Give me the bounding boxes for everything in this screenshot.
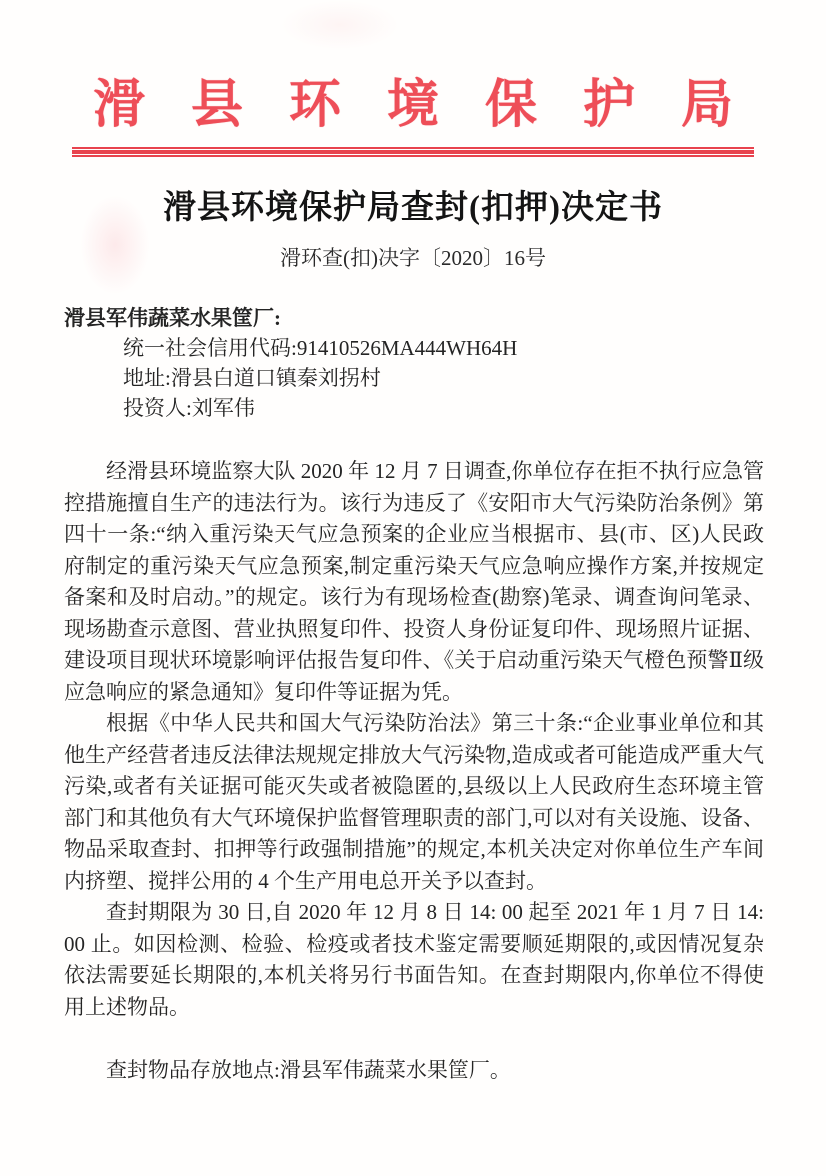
letterhead	[0, 78, 826, 157]
paragraph-violation-findings: 经滑县环境监察大队 2020 年 12 月 7 日调查,你单位存在拒不执行应急管控措施擅自生产的违法行为。该行为违反了《安阳市大气污染防治条例》第四十一条:“纳入重污染天气应急预案的企业应当根据市、县(市、区)人民政府制定的重污染天气应急预案,制定重污染天气应急响应操作方案,并按规定备案和及时启动。”的规定。该行为有现场检查(勘察)笔录、调查询问笔录、现场勘查示意图、营业执照复印件、投资人身份证复印件、现场照片证据、建设项目现状环境影响评估报告复印件、《关于启动重污染天气橙色预警Ⅱ级应急响应的紧急通知》复印件等证据为凭。	[64, 459, 764, 704]
document-title: 滑县环境保护局查封(扣押)决定书	[163, 190, 663, 226]
agency-name: 滑县环境保护局	[92, 77, 779, 134]
storage-location-line: 查封物品存放地点:滑县军伟蔬菜水果筐厂。	[106, 1058, 511, 1082]
unified-social-credit-code-line: 统一社会信用代码:91410526MA444WH64H	[123, 336, 518, 360]
letterhead-rule	[72, 147, 754, 157]
document-body	[64, 303, 764, 1087]
addressee-company-name: 滑县军伟蔬菜水果筐厂:	[64, 306, 281, 330]
scan-smudge	[280, 0, 400, 50]
paragraph-legal-basis-decision: 根据《中华人民共和国大气污染防治法》第三十条:“企业事业单位和其他生产经营者违反法律法规规定排放大气污染物,造成或者可能造成严重大气污染,或者有关证据可能灭失或者被隐匿的,县级以上人民政府生态环境主管部门和其他负有大气环境保护监督管理职责的部门,可以对有关设施、设备、物品采取查封、扣押等行政强制措施”的规定,本机关决定对你单位生产车间内挤塑、搅拌公用的 4 个生产用电总开关予以查封。	[64, 711, 764, 893]
document-number: 滑环查(扣)决字〔2020〕16号	[280, 246, 546, 270]
paragraph-seal-period: 查封期限为 30 日,自 2020 年 12 月 8 日 14: 00 起至 2021 年 1 月 7 日 14: 00 止。如因检测、检验、检疫或者技术鉴定需要顺延期限的,或因情况复杂依法需要延长期限的,本机关将另行书面告知。在查封期限内,你单位不得使用上述物品。	[64, 900, 764, 1019]
investor-line: 投资人:刘军伟	[123, 396, 255, 420]
address-line: 地址:滑县白道口镇秦刘拐村	[123, 366, 381, 390]
